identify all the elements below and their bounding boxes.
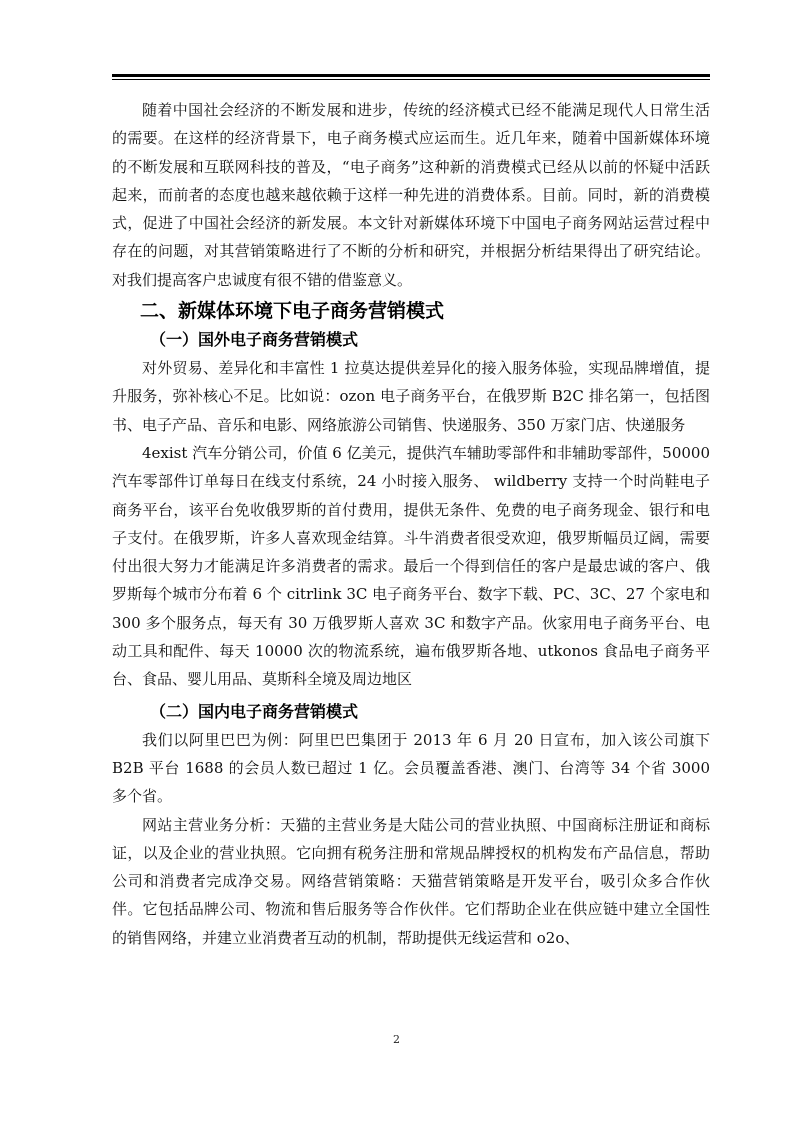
subsection-heading-domestic: （二）国内电子商务营销模式	[150, 701, 359, 721]
foreign-paragraph-1: 对外贸易、差异化和丰富性 1 拉莫达提供差异化的接入服务体验，实现品牌增值，提升服务，弥补核心不足。比如说：ozon 电子商务平台，在俄罗斯 B2C 排名第一，包括图书、电子产品、音乐和电影、网络旅游公司销售、快递服务、350 万家门店、快递服务	[112, 359, 710, 434]
intro-paragraph: 随着中国社会经济的不断发展和进步，传统的经济模式已经不能满足现代人日常生活的需要。在这样的经济背景下，电子商务模式应运而生。近几年来，随着中国新媒体环境的不断发展和互联网科技的普及，“电子商务”这种新的消费模式已经从以前的怀疑中活跃起来，而前者的态度也越来越依赖于这样一种先进的消费体系。目前。同时，新的消费模式，促进了中国社会经济的新发展。本文针对新媒体环境下中国电子商务网站运营过程中存在的问题，对其营销策略进行了不断的分析和研究，并根据分析结果得出了研究结论。对我们提高客户忠诚度有很不错的借鉴意义。	[112, 101, 710, 289]
document-body	[112, 96, 710, 952]
domestic-paragraph-2: 网站主营业务分析：天猫的主营业务是大陆公司的营业执照、中国商标注册证和商标证，以及企业的营业执照。它向拥有税务注册和常规品牌授权的机构发布产品信息，帮助公司和消费者完成净交易。网络营销策略：天猫营销策略是开发平台，吸引众多合作伙伴。它包括品牌公司、物流和售后服务等合作伙伴。它们帮助企业在供应链中建立全国性的销售网络，并建立业消费者互动的机制，帮助提供无线运营和 o2o、	[112, 815, 710, 947]
section-heading: 二、新媒体环境下电子商务营销模式	[140, 300, 445, 323]
header-rule-thin	[112, 79, 710, 80]
page-number: 2	[393, 1033, 400, 1046]
foreign-paragraph-2: 4exist 汽车分销公司，价值 6 亿美元，提供汽车辅助零部件和非辅助零部件，50000 汽车零部件订单每日在线支付系统，24 小时接入服务、 wildberry 支持一个时尚鞋电子商务平台，该平台免收俄罗斯的首付费用，提供无条件、免费的电子商务现金、银行和电子支付。在俄罗斯，许多人喜欢现金结算。斗牛消费者很受欢迎，俄罗斯幅员辽阔，需要付出很大努力才能满足许多消费者的需求。最后一个得到信任的客户是最忠诚的客户、俄罗斯每个城市分布着 6 个 citrlink 3C 电子商务平台、数字下载、PC、3C、27 个家电和 300 多个服务点，每天有 30 万俄罗斯人喜欢 3C 和数字产品。伙家用电子商务平台、电动工具和配件、每天 10000 次的物流系统，遍布俄罗斯各地、utkonos 食品电子商务平台、食品、婴儿用品、莫斯科全境及周边地区	[112, 443, 710, 689]
domestic-paragraph-1: 我们以阿里巴巴为例：阿里巴巴集团于 2013 年 6 月 20 日宣布，加入该公司旗下 B2B 平台 1688 的会员人数已超过 1 亿。会员覆盖香港、澳门、台湾等 34 个省 3000 多个省。	[112, 730, 710, 806]
subsection-heading-foreign: （一）国外电子商务营销模式	[150, 330, 359, 350]
header-rule-thick	[112, 74, 710, 77]
